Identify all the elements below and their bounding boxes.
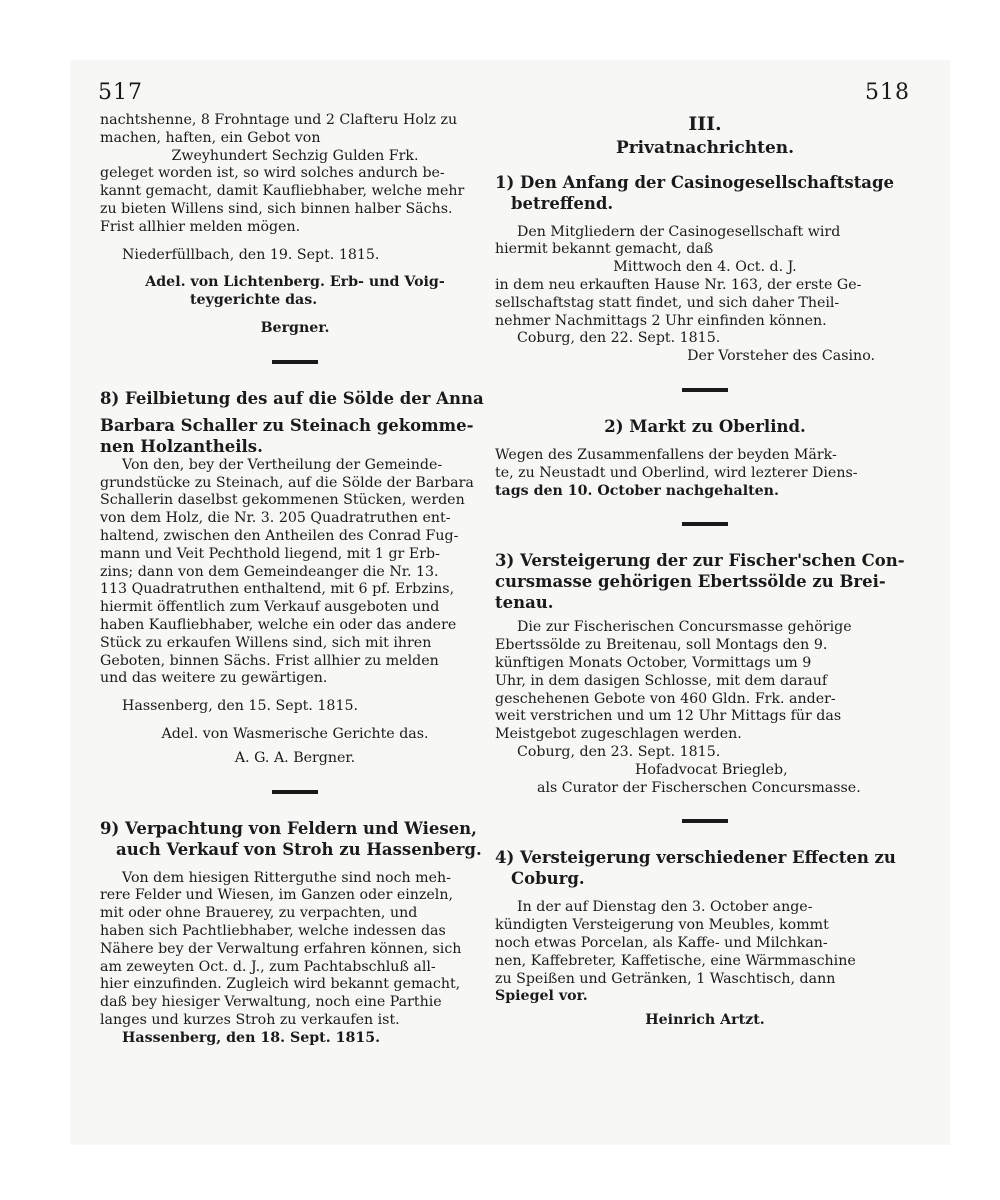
text-line: machen, haften, ein Gebot von [100,129,321,146]
text-line: nen, Kaffebreter, Kaffetische, eine Wärmmaschine [495,952,856,969]
authority-line: Adel. von Wasmerische Gerichte das. [161,725,429,742]
text-line: Wegen des Zusammenfallens der beyden Märk- [495,446,837,463]
text-line: nehmer Nachmittags 2 Uhr einfinden können. [495,312,827,329]
notice-heading: tenau. [495,593,554,613]
signature: Heinrich Artzt. [645,1012,765,1029]
notice-heading: cursmasse gehörigen Ebertssölde zu Brei- [495,572,886,592]
notice-heading: Barbara Schaller zu Steinach gekomme- [100,415,474,435]
text-line: tags den 10. October nachgehalten. [495,482,779,499]
notice-heading: nen Holzantheils. [100,436,263,456]
text-line: langes und kurzes Stroh zu verkaufen ist. [100,1011,400,1028]
text-line: sellschaftstag statt findet, und sich daher Theil- [495,294,840,311]
signature: Der Vorsteher des Casino. [687,348,875,365]
text-line: zins; dann von dem Gemeindeanger die Nr. 13. [100,563,439,580]
text-line: zu bieten Willens sind, sich binnen halber Sächs. [100,200,453,217]
notice-heading: auch Verkauf von Stroh zu Hassenberg. [116,839,482,859]
notice-heading: 1) Den Anfang der Casinogesellschaftstage [495,172,895,192]
text-line: rere Felder und Wiesen, im Ganzen oder einzeln, [100,887,453,904]
text-line: noch etwas Porcelan, als Kaffe- und Milchkan- [495,934,828,951]
text-line: in dem neu erkauften Hause Nr. 163, der erste Ge- [495,276,862,293]
page-number-left: 517 [98,80,143,105]
text-line: Spiegel vor. [495,988,588,1005]
place-date: Coburg, den 22. Sept. 1815. [517,330,721,347]
text-line: nachtshenne, 8 Frohntage und 2 Clafteru Holz zu [100,112,458,128]
notice-heading: 9) Verpachtung von Feldern und Wiesen, [100,818,477,838]
text-line: und das weitere zu gewärtigen. [100,670,328,687]
text-line: zu Speißen und Getränken, 1 Waschtisch, dann [495,970,836,987]
signature: als Curator der Fischerschen Concursmasse. [537,779,861,796]
newspaper-page [70,60,950,1145]
text-line: Meistgebot zugeschlagen werden. [495,726,742,743]
text-line: mann und Veit Pechthold liegend, mit 1 gr Erb- [100,545,440,562]
authority-line: Adel. von Lichtenberg. Erb- und Voig- [145,274,445,291]
text-line: haben sich Pachtliebhaber, welche indessen das [100,922,446,939]
text-line: Nähere bey der Verwaltung erfahren können, sich [100,940,462,957]
text-line: Schallerin daselbst gekommenen Stücken, werden [100,492,465,509]
text-line: kündigten Versteigerung von Meubles, kommt [495,917,829,934]
left-column [100,112,490,1047]
place-date: Coburg, den 23. Sept. 1815. [517,743,721,760]
text-line: Frist allhier melden mögen. [100,218,301,235]
place-date: Niederfüllbach, den 19. Sept. 1815. [122,246,380,263]
text-line: 113 Quadratruthen enthaltend, mit 6 pf. Erbzins, [100,581,455,598]
text-line: Stück zu erkaufen Willens sind, sich mit ihren [100,634,432,651]
text-line: Geboten, binnen Sächs. Frist allhier zu melden [100,652,439,669]
text-line: In der auf Dienstag den 3. October ange- [517,899,813,916]
place-date: Hassenberg, den 18. Sept. 1815. [122,1029,381,1046]
text-line: Ebertssölde zu Breitenau, soll Montags den 9. [495,637,828,654]
text-line: Von dem hiesigen Ritterguthe sind noch meh- [122,869,451,886]
section-number: III. [688,113,722,135]
section-divider [682,522,728,526]
section-title: Privatnachrichten. [615,137,795,158]
text-line: hiermit öffentlich zum Verkauf ausgeboten und [100,599,440,616]
text-line: daß bey hiesiger Verwaltung, noch eine Parthie [100,994,442,1011]
section-divider [682,819,728,823]
text-line: von dem Holz, die Nr. 3. 205 Quadratruthen ent- [100,510,451,527]
notice-heading: 4) Versteigerung verschiedener Effecten zu [495,848,896,868]
text-line: mit oder ohne Brauerey, zu verpachten, und [100,905,418,922]
text-line: geschehenen Gebote von 460 Gldn. Frk. ander- [495,690,836,707]
text-line: te, zu Neustadt und Oberlind, wird lezterer Diens- [495,464,858,481]
page-number-right: 518 [865,80,910,105]
text-line: am zeweyten Oct. d. J., zum Pachtabschluß all- [100,958,436,975]
text-line: Mittwoch den 4. Oct. d. J. [613,259,797,276]
section-divider [272,360,318,364]
text-line: haltend, zwischen den Antheilen des Conrad Fug- [100,527,459,544]
place-date: Hassenberg, den 15. Sept. 1815. [122,698,359,715]
notice-heading: 3) Versteigerung der zur Fischer'schen Con- [495,551,905,571]
right-column [495,112,915,1030]
text-line: Die zur Fischerischen Concursmasse gehörige [517,619,852,636]
text-line: geleget worden ist, so wird solches andurch be- [100,165,445,182]
notice-heading: 2) Markt zu Oberlind. [604,416,806,436]
text-line: weit verstrichen und um 12 Uhr Mittags für das [495,708,842,725]
text-line: hier einzufinden. Zugleich wird bekannt gemacht, [100,976,461,993]
text-line: hiermit bekannt gemacht, daß [495,241,714,258]
notice-heading: 8) Feilbietung des auf die Sölde der Anna [100,388,484,408]
text-line: künftigen Monats October, Vormittags um 9 [495,654,812,671]
notice-heading: betreffend. [511,193,614,213]
text-line: haben Kaufliebhaber, welche ein oder das andere [100,616,457,633]
text-line: Zweyhundert Sechzig Gulden Frk. [171,147,419,164]
authority-line: teygerichte das. [190,292,318,309]
section-divider [682,388,728,392]
signature: A. G. A. Bergner. [234,749,356,766]
text-line: Uhr, in dem dasigen Schlosse, mit dem darauf [495,672,828,689]
signature: Bergner. [260,319,330,336]
text-line: Von den, bey der Vertheilung der Gemeinde- [122,456,443,473]
notice-heading: Coburg. [511,869,585,889]
section-divider [272,790,318,794]
signature: Hofadvocat Briegleb, [635,761,788,778]
text-line: kannt gemacht, damit Kaufliebhaber, welche mehr [100,183,465,200]
text-line: grundstücke zu Steinach, auf die Sölde der Barbara [100,474,474,491]
text-line: Den Mitgliedern der Casinogesellschaft wird [517,223,841,240]
